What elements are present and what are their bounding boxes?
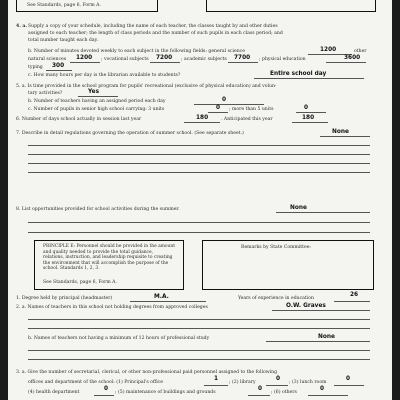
q3a-maint-label: ; (5) maintenance of buildings and grounds (115, 390, 216, 395)
q4c-line: c. How many hours per day is the librarian available to students? (28, 73, 181, 78)
q4b-pe-label: ; physical education (259, 57, 306, 62)
q4b-physical-education: 3600 (344, 55, 361, 61)
q6-last-year: 180 (196, 115, 209, 121)
q4b-line1: b. Number of minutes devoted weekly to each subject in the following fields: general science (28, 49, 245, 54)
q2a-answer: O.W. Graves (286, 303, 326, 309)
q2b-answer: None (318, 334, 335, 340)
remarks-title: Remarks by State Committee: (241, 245, 311, 250)
q4b-vocational: 7200 (156, 55, 173, 61)
q1-years: 26 (350, 292, 359, 298)
top-right-box (206, 0, 376, 12)
q5c-three-units: 0 (216, 105, 221, 111)
q3a-lunch: 0 (346, 376, 351, 382)
q4b-academic: 7700 (234, 55, 251, 61)
q1-line: 1. Degree held by principal (headmaster) (16, 296, 113, 301)
q3a-others: 0 (320, 386, 325, 392)
q5c-line: c. Number of pupils in senior high school carrying: 3 units (28, 107, 165, 112)
top-box-standards-ref: See Standards, page 6, Form A. (27, 3, 101, 8)
q3a-health: 0 (104, 386, 109, 392)
q2b-line: b. Names of teachers not having a minimum of 12 hours of professional study (28, 336, 210, 341)
q5c-more-answer: 0 (304, 105, 309, 111)
q3a-library-label: ; (2) library (229, 380, 256, 385)
q4a-line3: total number taught each day. (28, 38, 99, 43)
remarks-box (202, 240, 374, 290)
q6-anticipated-label: . Anticipated this year (221, 117, 273, 122)
q7-line: 7. Describe in detail regulations governing the operation of summer school. (See separate sheet.) (16, 131, 244, 136)
q6-line: 6. Number of days school actually in session last year (16, 117, 142, 122)
q4b-general-science: 1200 (320, 47, 337, 53)
q5a-line1: 5. a. Is time provided in the school program for pupils' recreational (exclusive of physical education) and volun- (16, 84, 277, 89)
q4b-typing: 300 (52, 63, 65, 69)
principle-standards-ref: See Standards, page 6, Form A. (43, 280, 117, 285)
q3a-others-label: ; (6) others (271, 390, 297, 395)
q5b-line: b. Number of teachers having an assigned period each day (28, 99, 166, 104)
principle-box (34, 240, 184, 290)
q4b-vocational-label: ; vocational subjects (101, 57, 149, 62)
q4b-academic-label: ; academic subjects (181, 57, 227, 62)
q3a-lunch-label: ; (3) lunch room (289, 380, 327, 385)
q4b-natural-sciences: 1200 (76, 55, 93, 61)
q4b-natural-label: natural sciences (28, 57, 67, 62)
q5c-more-label: ; more than 5 units (229, 107, 274, 112)
q3a-line3: (4) health department (28, 390, 80, 395)
q7-answer: None (332, 129, 349, 135)
q3a-principal: 1 (214, 376, 219, 382)
q5b-answer: 0 (222, 97, 227, 103)
q4a-line1: Supply a copy of your schedule, including the name of each teacher, the classes taught by and other duties (28, 24, 278, 29)
q2a-line: 2. a. Names of teachers in this school not holding degrees from approved colleges (16, 305, 208, 310)
q6-anticipated: 180 (302, 115, 315, 121)
q3a-line2: offices and department of the school: (1) Principal's office (28, 380, 163, 385)
q4a-label: 4. a. (16, 24, 27, 29)
q1-degree: M.A. (154, 294, 169, 300)
q4b-typing-label: typing (28, 65, 43, 70)
principle-text: PRINCIPLE E: Personnel should be provided in the amount and quality needed to provide the total guidance, relations, instruction, and leadership requisite to creating the environment that will accomplish the purpose of the school. Standards 1, 2, 3. (43, 244, 175, 272)
q3a-line1: 3. a. Give the number of secretarial, clerical, or other non-professional paid personnel assigned to the following (16, 370, 278, 375)
q4a-line2: assigned to each teacher; the length of class periods and the number of such pupils in each class period; and (28, 31, 283, 36)
top-left-box (16, 0, 158, 12)
q4b-other: other (354, 49, 367, 54)
q1-years-label: Years of experience in education (238, 296, 314, 301)
q4c-answer: Entire school day (270, 71, 327, 77)
q8-line: 8. List opportunities provided for school activities during the summer. (16, 207, 180, 212)
q3a-library: 0 (276, 376, 281, 382)
q3a-maint: 0 (258, 386, 263, 392)
q5a-line2: tary activities? (28, 91, 63, 96)
q5a-answer: Yes (88, 89, 100, 95)
document-page (8, 0, 392, 400)
q8-answer: None (290, 205, 307, 211)
